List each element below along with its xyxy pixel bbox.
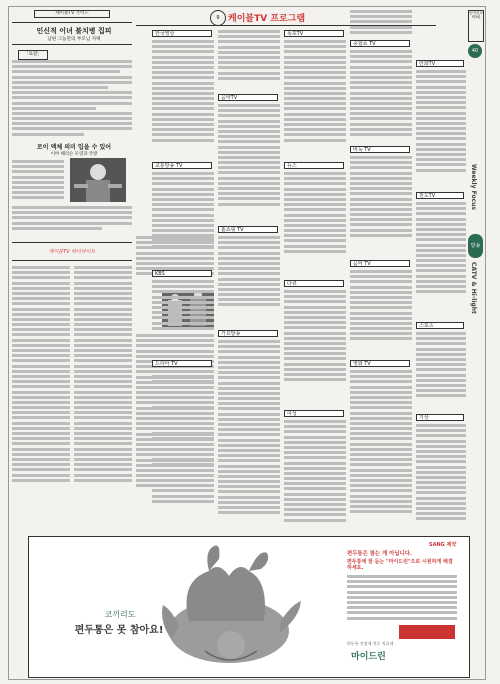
paper-name: 동아일보 <box>469 11 483 15</box>
channel-header: KBS <box>152 270 212 277</box>
schedule-col-1 <box>152 30 214 530</box>
side-strip <box>468 8 484 528</box>
channel-header: 교통방송 TV <box>152 162 212 169</box>
highlight-heading: 케이블TV 하이라이트 <box>48 249 96 255</box>
channel-header: 음악TV <box>218 94 278 101</box>
channel-header: 영화 TV <box>350 360 410 367</box>
side-subtitle: CATV & Hi-light <box>470 262 477 314</box>
feature-box-label: 「로얄」 <box>18 50 48 60</box>
schedule-col-3 <box>284 30 346 530</box>
feature-subhead: 남편 그놈만의 부모님 자택 <box>47 37 101 42</box>
edition: 제3판 <box>471 15 481 20</box>
highlight-col-a <box>12 266 70 484</box>
product-tag: 편두통 진정제 전문 치료제 <box>347 641 394 646</box>
page-number: 40 <box>468 44 482 58</box>
masthead <box>468 10 484 42</box>
ad-copy-sub: 편두통에 잘 듣는 "마이드린"으로 시원하게 해결하세요. <box>347 559 453 572</box>
schedule-col-2 <box>218 30 280 530</box>
channel-header: 만화TV <box>416 60 464 67</box>
ad-brand: SANG 제약 <box>429 542 457 548</box>
feature-article <box>12 8 132 528</box>
product-box <box>399 625 455 639</box>
actor-photo <box>70 158 126 202</box>
channel-header: 바둑 TV <box>350 146 410 153</box>
ad-slogan-1: 코끼리도 <box>104 610 136 619</box>
ad-slogan-2: 편두통은 못 참아요! <box>74 625 164 636</box>
feature-body-text-3 <box>12 206 132 246</box>
product-name: 마이드린 <box>351 652 386 662</box>
feature-section2-sub: 이야 해리슨 모델과 국방 <box>50 152 98 157</box>
channel-header: 다큐 <box>284 280 344 287</box>
feature-section2-title: 로이 액체 의미 입을 수 있어 <box>36 144 112 151</box>
channel-header: 음악 TV <box>350 260 410 267</box>
ad-box <box>28 536 470 678</box>
channel-header: 천도TV <box>416 192 464 199</box>
channel-header: 종합쇼 TV <box>350 40 410 47</box>
channel-header: 홈쇼핑 TV <box>218 226 278 233</box>
feature-headline: 인신적 이녀 불치병 집피 <box>36 27 112 35</box>
program-title: 케이블TV 프로그램 <box>228 14 306 24</box>
channel-header: 드라마 TV <box>152 360 212 367</box>
channel-header: 여성 <box>284 410 344 417</box>
ad-copy-heading: 편두통은 참는 게 아닙니다. <box>347 551 412 557</box>
guide-tag: 케이블TV 가이드 <box>34 10 110 18</box>
feature-body-text <box>12 60 132 148</box>
channel-header: 기상 <box>416 414 464 421</box>
channel-header: 폭포TV <box>284 30 344 37</box>
channel-header: 한국영상 <box>152 30 212 37</box>
channel-header: 스포츠 <box>416 322 464 329</box>
ad-body <box>347 575 457 622</box>
schedule-col-4 <box>350 10 412 530</box>
channel-header: 가요방송 <box>218 330 278 337</box>
channel-header: 뉴스 <box>284 162 344 169</box>
schedule-col-5 <box>416 60 466 530</box>
circle-badge: 9 <box>210 10 226 26</box>
highlight-col-b <box>74 266 132 484</box>
elephant-illustration <box>149 541 309 673</box>
side-round-badge: 방송 <box>468 234 483 258</box>
feature-body-text-2 <box>12 160 64 202</box>
side-title: Weekly Focus <box>470 164 477 210</box>
